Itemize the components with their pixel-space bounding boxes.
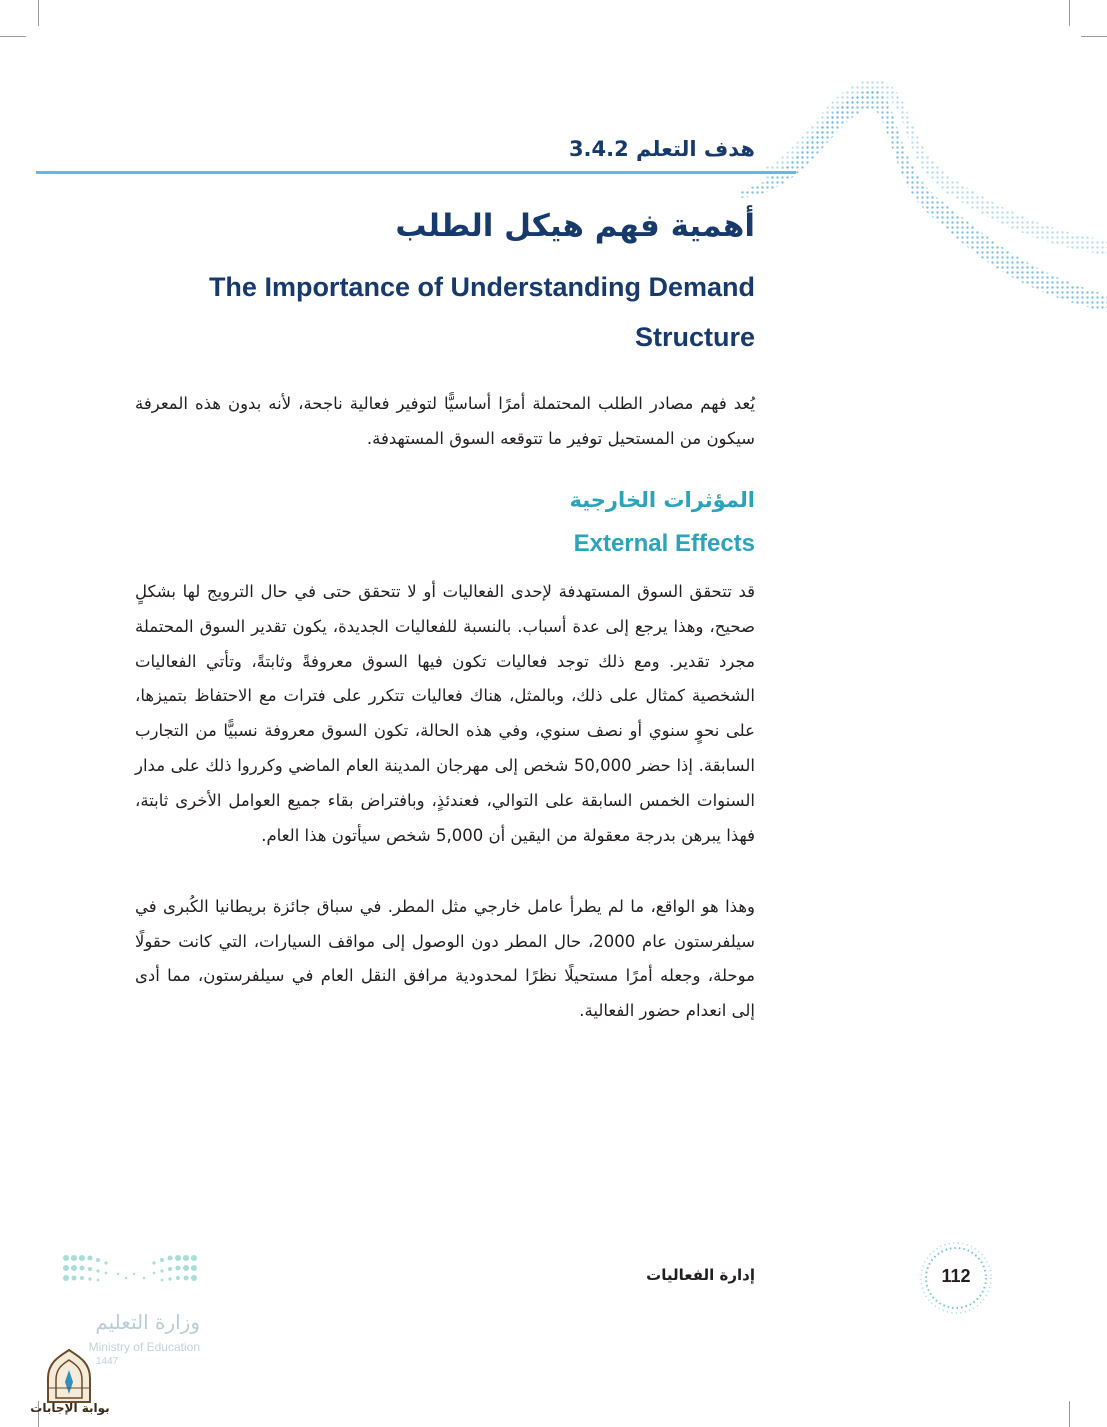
crop-mark (0, 36, 26, 37)
section-title-arabic: المؤثرات الخارجية (569, 488, 755, 512)
crop-mark (1069, 1401, 1070, 1427)
header-divider (36, 171, 796, 174)
page-title-english: The Importance of Understanding Demand Structure (208, 272, 755, 352)
answers-gateway-badge-text: بوابة الإجابات (30, 1401, 110, 1415)
ministry-name-english: Ministry of Education (88, 1340, 200, 1354)
dotted-wave-decoration (740, 80, 1107, 320)
ministry-year: 1447 (96, 1356, 119, 1367)
crop-mark (1081, 36, 1107, 37)
body-paragraph-1: قد تتحقق السوق المستهدفة لإحدى الفعاليات أو لا تتحقق حتى في حال الترويج لها بشكلٍ صحيح، وهذا يرجع إلى عدة أسباب. بالنسبة للفعاليات الجديدة، يكون تقدير السوق المحتملة مجرد تقدير. ومع ذلك توجد فعاليات تكون فيها السوق معروفةً وثابتةً، وتأتي الفعاليات الشخصية كمثال على ذلك، وبالمثل، هناك فعاليات تتكرر على فترات مع الاحتفاظ بتميزها، على نحوٍ سنوي أو نصف سنوي، وفي هذه الحالة، تكون السوق معروفة نسبيًّا من التجارب السابقة. إذا حضر 50,000 شخص إلى مهرجان المدينة العام الماضي وكرروا ذلك على مدار السنوات الخمس السابقة على التوالي، فعندئذٍ، وبافتراض بقاء جميع العوامل الأخرى ثابتة، فهذا يبرهن بدرجة معقولة من اليقين أن 5,000 شخص سيأتون هذا العام. (135, 582, 755, 845)
section-title-english: External Effects (573, 530, 755, 557)
page-title-arabic: أهمية فهم هيكل الطلب (395, 208, 755, 244)
intro-paragraph: يُعد فهم مصادر الطلب المحتملة أمرًا أساسيًّا لتوفير فعالية ناجحة، لأنه بدون هذه المعرفة سيكون من المستحيل توفير ما تتوقعه السوق المستهدفة. (135, 394, 755, 448)
page-number-badge (912, 1242, 1000, 1314)
learning-objective-label: هدف التعلم 3.4.2 (568, 137, 755, 161)
body-paragraph-2: وهذا هو الواقع، ما لم يطرأ عامل خارجي مثل المطر. في سباق جائزة بريطانيا الكُبرى في سيلفرستون عام 2000، حال المطر دون الوصول إلى مواقف السيارات، التي كانت حقولًا موحلة، وجعله أمرًا مستحيلًا نظرًا لمحدودية مرافق النقل العام في سيلفرستون، مما أدى إلى انعدام حضور الفعالية. (135, 897, 755, 1020)
page-number: 112 (941, 1266, 971, 1286)
crop-mark (38, 0, 39, 26)
course-name: إدارة الفعاليات (646, 1266, 755, 1284)
mosque-badge-icon (42, 1348, 96, 1404)
ministry-name-arabic: وزارة التعليم (95, 1310, 200, 1334)
crop-mark (1069, 0, 1070, 26)
ministry-logo-dots-icon (60, 1250, 200, 1292)
